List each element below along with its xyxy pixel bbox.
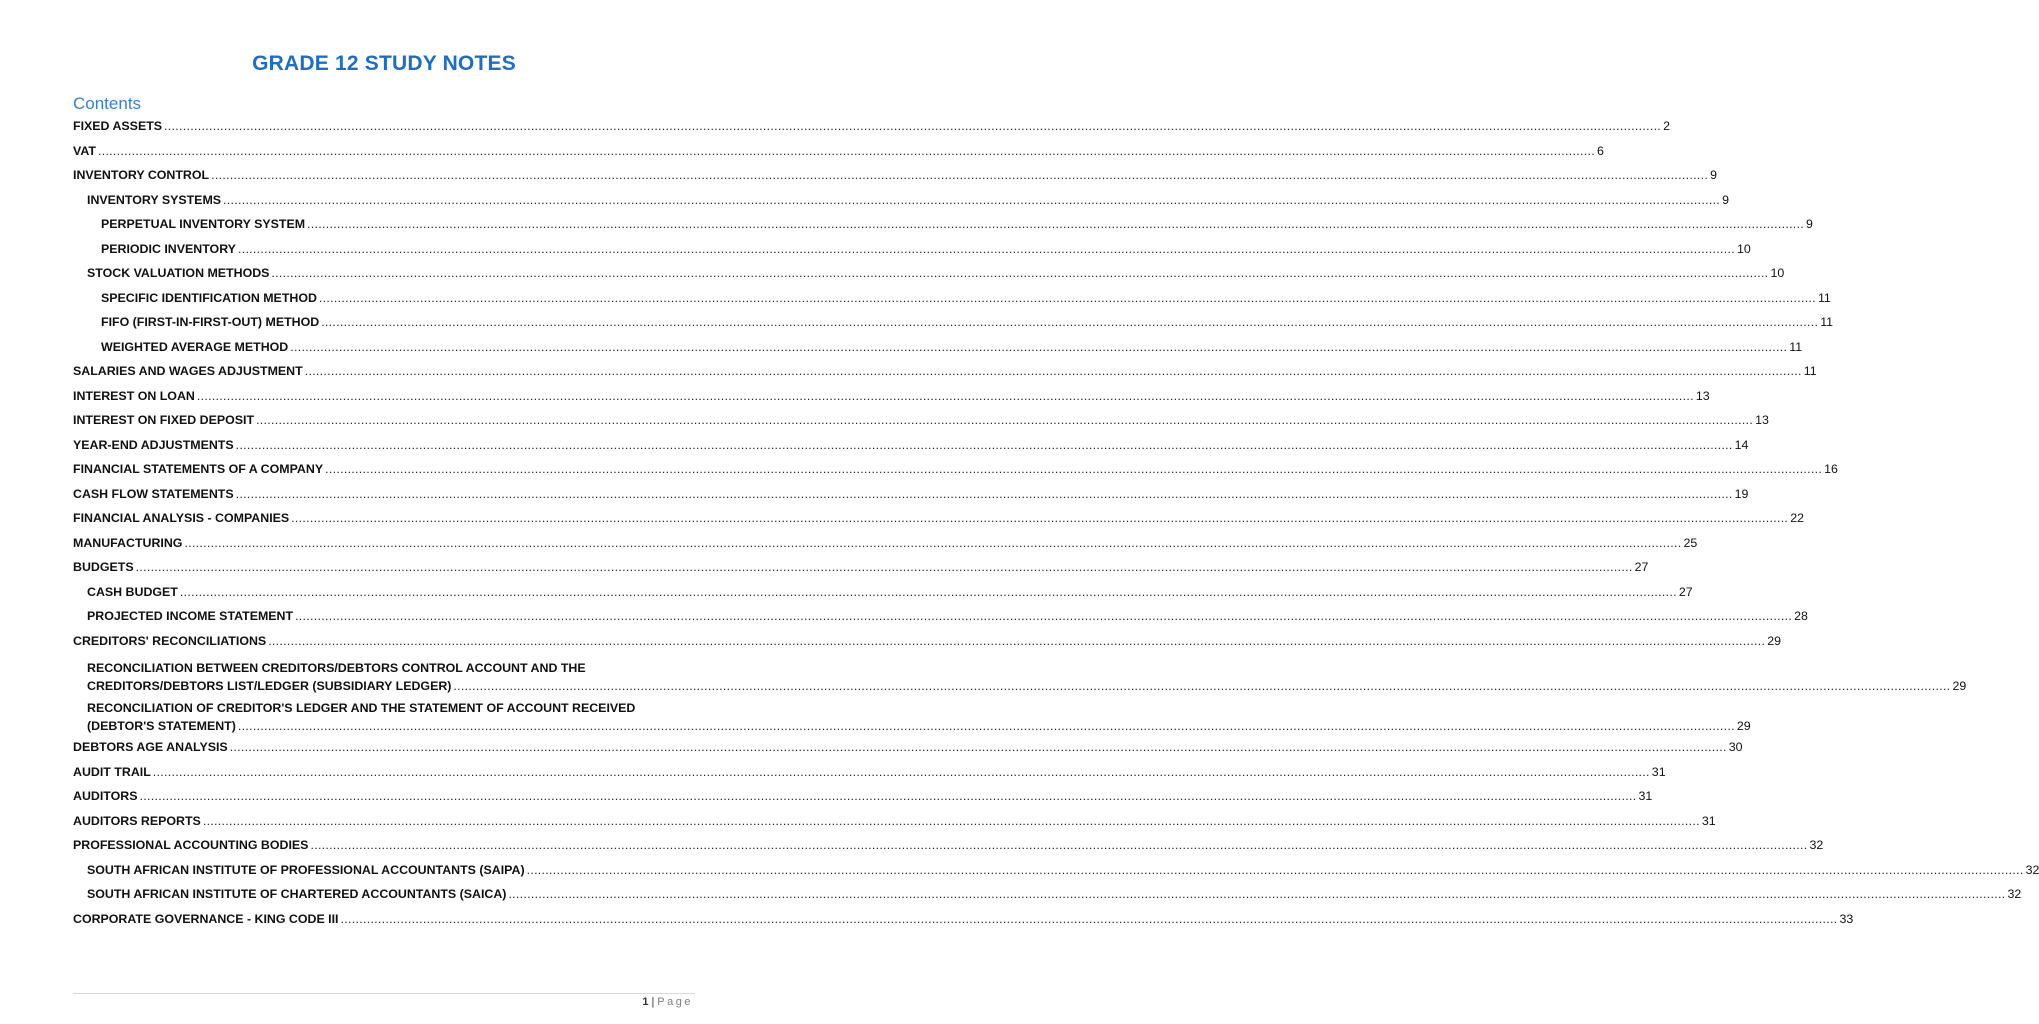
dot-leader: ................................................................................................................................................................................................................................................................................................................................................................................................................ <box>211 168 1709 182</box>
toc-entry[interactable] <box>73 240 1751 265</box>
toc-entry[interactable] <box>73 558 1649 583</box>
dot-leader: ................................................................................................................................................................................................................................................................................................................................................................................................................ <box>139 789 1637 803</box>
dot-leader: ................................................................................................................................................................................................................................................................................................................................................................................................................ <box>268 633 1766 648</box>
dot-leader: ................................................................................................................................................................................................................................................................................................................................................................................................................ <box>271 266 1769 280</box>
toc-page-number: 29 <box>1952 679 1967 693</box>
toc-page-number: 9 <box>1710 168 1718 182</box>
toc-page-number: 13 <box>1755 413 1769 427</box>
dot-leader: ................................................................................................................................................................................................................................................................................................................................................................................................................ <box>307 217 1805 231</box>
toc-entry[interactable] <box>73 632 1781 657</box>
dot-leader: ................................................................................................................................................................................................................................................................................................................................................................................................................ <box>295 609 1793 623</box>
dot-leader: ................................................................................................................................................................................................................................................................................................................................................................................................................ <box>310 838 1808 852</box>
toc-page-number: 33 <box>1839 911 1854 926</box>
dot-leader: ................................................................................................................................................................................................................................................................................................................................................................................................................ <box>453 679 1951 693</box>
toc-entry[interactable] <box>73 191 1729 216</box>
toc-entry[interactable] <box>73 117 1670 142</box>
toc-entry-label: INVENTORY SYSTEMS <box>87 192 222 207</box>
toc-page-number: 32 <box>2025 862 2039 877</box>
toc-page-number: 2 <box>1663 119 1670 133</box>
document-title: GRADE 12 STUDY NOTES <box>252 52 516 75</box>
toc-entry[interactable] <box>73 812 1716 837</box>
toc-entry-label: VAT <box>73 143 96 158</box>
table-of-contents <box>73 117 2039 934</box>
toc-entry-label: MANUFACTURING <box>73 535 183 550</box>
toc-page-number: 6 <box>1596 143 1604 158</box>
toc-entry-label-line1: RECONCILIATION OF CREDITOR'S LEDGER AND THE STATEMENT OF ACCOUNT RECEIVED <box>87 700 636 715</box>
toc-entry[interactable] <box>73 583 1693 608</box>
toc-entry-label: AUDITORS REPORTS <box>73 813 201 828</box>
toc-entry-label: DEBTORS AGE ANALYSIS <box>73 740 228 754</box>
toc-entry-label: CORPORATE GOVERNANCE - KING CODE III <box>73 911 339 926</box>
toc-page-number: 29 <box>1767 633 1781 648</box>
page-word: Page <box>657 996 693 1008</box>
dot-leader: ................................................................................................................................................................................................................................................................................................................................................................................................................ <box>97 143 1595 158</box>
toc-entry[interactable] <box>73 460 1838 485</box>
dot-leader: ................................................................................................................................................................................................................................................................................................................................................................................................................ <box>256 413 1754 427</box>
toc-entry[interactable] <box>73 659 1967 695</box>
toc-entry-label: PROJECTED INCOME STATEMENT <box>87 609 294 623</box>
toc-entry-label: CASH BUDGET <box>87 584 178 599</box>
toc-page-number: 9 <box>1806 217 1813 231</box>
toc-page-number: 28 <box>1794 609 1808 623</box>
toc-page-number: 25 <box>1683 535 1698 550</box>
dot-leader: ................................................................................................................................................................................................................................................................................................................................................................................................................ <box>237 241 1735 256</box>
toc-entry[interactable] <box>73 411 1769 436</box>
dot-leader: ................................................................................................................................................................................................................................................................................................................................................................................................................ <box>526 862 2024 877</box>
toc-entry[interactable] <box>73 387 1710 412</box>
footer-divider <box>73 993 695 994</box>
dot-leader: ................................................................................................................................................................................................................................................................................................................................................................................................................ <box>304 364 1802 378</box>
dot-leader: ................................................................................................................................................................................................................................................................................................................................................................................................................ <box>290 339 1788 354</box>
toc-entry[interactable] <box>73 485 1749 510</box>
dot-leader: ................................................................................................................................................................................................................................................................................................................................................................................................................ <box>235 437 1733 452</box>
toc-entry[interactable] <box>73 861 2039 886</box>
toc-entry[interactable] <box>73 885 2022 910</box>
dot-leader: ................................................................................................................................................................................................................................................................................................................................................................................................................ <box>291 511 1789 525</box>
page-number: 1 <box>642 996 649 1008</box>
toc-entry-label-line1: RECONCILIATION BETWEEN CREDITORS/DEBTORS CONTROL ACCOUNT AND THE <box>87 661 586 675</box>
page-footer <box>642 996 693 1008</box>
toc-page-number: 11 <box>1803 364 1817 378</box>
toc-entry[interactable] <box>73 910 1854 935</box>
toc-entry-label: CREDITORS' RECONCILIATIONS <box>73 633 267 648</box>
toc-page-number: 13 <box>1695 388 1710 403</box>
toc-entry-label: INTEREST ON FIXED DEPOSIT <box>73 413 255 427</box>
dot-leader: ................................................................................................................................................................................................................................................................................................................................................................................................................ <box>179 584 1677 599</box>
dot-leader: ................................................................................................................................................................................................................................................................................................................................................................................................................ <box>164 119 1662 133</box>
toc-entry[interactable] <box>73 836 1824 861</box>
toc-entry[interactable] <box>73 142 1604 167</box>
dot-leader: ................................................................................................................................................................................................................................................................................................................................................................................................................ <box>184 535 1682 550</box>
toc-page-number: 31 <box>1701 813 1716 828</box>
dot-leader: ................................................................................................................................................................................................................................................................................................................................................................................................................ <box>202 813 1700 828</box>
toc-entry[interactable] <box>73 264 1785 289</box>
toc-entry-label: FINANCIAL STATEMENTS OF A COMPANY <box>73 462 324 476</box>
toc-entry-label: INVENTORY CONTROL <box>73 168 210 182</box>
toc-page-number: 32 <box>1809 838 1824 852</box>
toc-page-number: 14 <box>1734 437 1749 452</box>
contents-heading: Contents <box>73 94 142 113</box>
toc-entry[interactable] <box>73 362 1817 387</box>
dot-leader: ................................................................................................................................................................................................................................................................................................................................................................................................................ <box>229 740 1727 754</box>
toc-entry[interactable] <box>73 166 1718 191</box>
toc-entry[interactable] <box>73 763 1666 788</box>
dot-leader: ................................................................................................................................................................................................................................................................................................................................................................................................................ <box>321 315 1819 329</box>
footer-separator: | <box>651 996 655 1008</box>
toc-page-number: 11 <box>1817 290 1831 305</box>
toc-page-number: 10 <box>1736 241 1751 256</box>
toc-entry-label: SOUTH AFRICAN INSTITUTE OF CHARTERED ACCOUNTANTS (SAICA) <box>87 887 507 901</box>
dot-leader: ................................................................................................................................................................................................................................................................................................................................................................................................................ <box>237 718 1735 733</box>
toc-entry-label: SPECIFIC IDENTIFICATION METHOD <box>101 290 317 305</box>
toc-entry-label: INTEREST ON LOAN <box>73 388 195 403</box>
toc-page-number: 29 <box>1736 718 1751 733</box>
toc-page-number: 32 <box>2007 887 2022 901</box>
toc-page-number: 11 <box>1789 339 1803 354</box>
toc-entry-label: BUDGETS <box>73 560 134 574</box>
dot-leader: ................................................................................................................................................................................................................................................................................................................................................................................................................ <box>152 764 1650 779</box>
toc-entry-label: PERPETUAL INVENTORY SYSTEM <box>101 217 306 231</box>
toc-entry-label: SALARIES AND WAGES ADJUSTMENT <box>73 364 303 378</box>
toc-entry-label: FIFO (FIRST-IN-FIRST-OUT) METHOD <box>101 315 320 329</box>
toc-entry[interactable] <box>73 699 1751 735</box>
dot-leader: ................................................................................................................................................................................................................................................................................................................................................................................................................ <box>223 192 1721 207</box>
toc-entry-label-line2: CREDITORS/DEBTORS LIST/LEDGER (SUBSIDIARY LEDGER) <box>87 679 452 693</box>
toc-entry-label: AUDITORS <box>73 789 138 803</box>
toc-entry-label: SOUTH AFRICAN INSTITUTE OF PROFESSIONAL ACCOUNTANTS (SAIPA) <box>87 862 525 877</box>
dot-leader: ................................................................................................................................................................................................................................................................................................................................................................................................................ <box>196 388 1694 403</box>
toc-entry-label: STOCK VALUATION METHODS <box>87 266 270 280</box>
dot-leader: ................................................................................................................................................................................................................................................................................................................................................................................................................ <box>340 911 1838 926</box>
toc-entry[interactable] <box>73 215 1813 240</box>
toc-entry-label: PERIODIC INVENTORY <box>101 241 236 256</box>
toc-page-number: 31 <box>1638 789 1653 803</box>
toc-entry[interactable] <box>73 534 1698 559</box>
toc-page-number: 19 <box>1734 486 1749 501</box>
toc-entry[interactable] <box>73 509 1804 534</box>
dot-leader: ................................................................................................................................................................................................................................................................................................................................................................................................................ <box>235 486 1733 501</box>
toc-entry-label: WEIGHTED AVERAGE METHOD <box>101 339 289 354</box>
dot-leader: ................................................................................................................................................................................................................................................................................................................................................................................................................ <box>508 887 2006 901</box>
toc-page-number: 27 <box>1678 584 1693 599</box>
toc-entry-label-line2: (DEBTOR'S STATEMENT) <box>87 718 236 733</box>
toc-entry[interactable] <box>73 436 1749 461</box>
toc-entry[interactable] <box>73 607 1808 632</box>
toc-page-number: 11 <box>1820 315 1834 329</box>
toc-page-number: 30 <box>1728 740 1743 754</box>
toc-page-number: 27 <box>1634 560 1649 574</box>
toc-entry[interactable] <box>73 338 1803 363</box>
toc-page-number: 9 <box>1722 192 1729 207</box>
toc-entry-label: FINANCIAL ANALYSIS - COMPANIES <box>73 511 290 525</box>
toc-entry[interactable] <box>73 738 1743 763</box>
dot-leader: ................................................................................................................................................................................................................................................................................................................................................................................................................ <box>318 290 1816 305</box>
toc-entry-label: CASH FLOW STATEMENTS <box>73 486 234 501</box>
toc-entry-label: AUDIT TRAIL <box>73 764 151 779</box>
toc-page-number: 22 <box>1790 511 1804 525</box>
toc-entry[interactable] <box>73 313 1834 338</box>
toc-entry-label: FIXED ASSETS <box>73 119 163 133</box>
toc-entry[interactable] <box>73 289 1831 314</box>
toc-entry-label: YEAR-END ADJUSTMENTS <box>73 437 234 452</box>
dot-leader: ................................................................................................................................................................................................................................................................................................................................................................................................................ <box>325 462 1823 476</box>
toc-page-number: 10 <box>1770 266 1785 280</box>
toc-entry-label: PROFESSIONAL ACCOUNTING BODIES <box>73 838 309 852</box>
toc-page-number: 16 <box>1824 462 1838 476</box>
dot-leader: ................................................................................................................................................................................................................................................................................................................................................................................................................ <box>135 560 1633 574</box>
toc-page-number: 31 <box>1651 764 1666 779</box>
toc-entry[interactable] <box>73 787 1653 812</box>
